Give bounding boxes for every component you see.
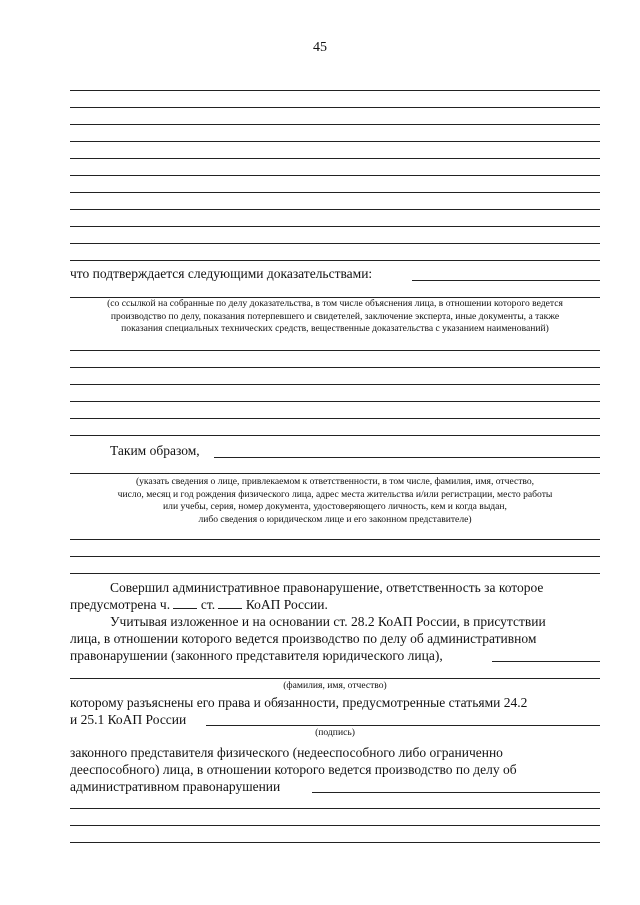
blank-line: [70, 243, 600, 244]
note-line: производство по делу, показания потерпевшего и свидетелей, заключение эксперта, иные документы, а также: [110, 310, 560, 322]
note-line: число, месяц и год рождения физического лица, адрес места жительства и/или регистрации, место работы: [117, 488, 553, 500]
blank-line: [70, 418, 600, 419]
blank-line: [70, 209, 600, 210]
legal-rep-line3: административном правонарушении: [70, 779, 281, 794]
representative-fill-line: [492, 661, 600, 662]
blank-line: [70, 90, 600, 91]
blank-line: [70, 192, 600, 193]
blank-line: [70, 226, 600, 227]
blank-line: [70, 556, 600, 557]
part-fill-line: [173, 596, 197, 609]
rights-line2: и 25.1 КоАП России: [70, 712, 187, 727]
blank-line: [70, 842, 600, 843]
blank-line: [70, 350, 600, 351]
para2-line3: правонарушении (законного представителя юридического лица),: [70, 648, 443, 663]
blank-line: [70, 808, 600, 809]
blank-line: [70, 678, 600, 679]
note-line: или учебы, серия, номер документа, удостоверяющего личность, кем и когда выдан,: [163, 501, 507, 512]
note-line: либо сведения о юридическом лице и его законном представителе): [198, 513, 472, 525]
blank-line: [70, 384, 600, 385]
legal-rep-line2: дееспособного) лица, в отношении которого ведется производство по делу об: [70, 762, 517, 777]
para1-line1: Совершил административное правонарушение, ответственность за которое: [110, 580, 544, 595]
evidence-note: [70, 298, 600, 336]
para1-line2: [70, 596, 328, 613]
page-number: 45: [313, 40, 327, 55]
blank-line: [70, 141, 600, 142]
para2-line2: лица, в отношении которого ведется производство по делу об административном: [70, 631, 537, 646]
blank-line: [70, 435, 600, 436]
blank-line: [70, 260, 600, 261]
legal-rep-fill-line: [312, 792, 600, 793]
para2-line1: Учитывая изложенное и на основании ст. 28.2 КоАП России, в присутствии: [110, 614, 546, 629]
legal-rep-line1: законного представителя физического (недееспособного либо ограниченно: [70, 745, 503, 760]
blank-line: [70, 158, 600, 159]
blank-line: [70, 573, 600, 574]
thus-label: Таким образом,: [110, 443, 200, 458]
koap-label: КоАП России.: [245, 597, 328, 612]
signature-fill-line: [206, 725, 600, 726]
note-line: (со ссылкой на собранные по делу доказательства, в том числе объяснения лица, в отношении которого ведется: [107, 298, 563, 309]
blank-line: [70, 539, 600, 540]
blank-line: [70, 124, 600, 125]
blank-line: [70, 825, 600, 826]
article-label: ст.: [200, 597, 216, 612]
blank-line: [70, 175, 600, 176]
thus-fill-line: [214, 457, 600, 458]
fio-note: (фамилия, имя, отчество): [283, 680, 387, 691]
note-line: показания специальных технических средств, вещественные доказательства с указанием наименований): [121, 323, 549, 334]
note-line: (указать сведения о лице, привлекаемом к ответственности, в том числе, фамилия, имя, отчество,: [135, 476, 535, 487]
signature-note: (подпись): [315, 727, 355, 738]
person-note: [70, 476, 600, 526]
blank-line: [70, 367, 600, 368]
article-fill-line: [218, 596, 242, 609]
blank-line: [70, 473, 600, 474]
evidence-label: что подтверждается следующими доказательствами:: [70, 266, 373, 281]
part-label: предусмотрена ч.: [70, 597, 171, 612]
evidence-fill-line: [412, 280, 600, 281]
rights-line1: которому разъяснены его права и обязанности, предусмотренные статьями 24.2: [70, 695, 528, 710]
blank-line: [70, 107, 600, 108]
blank-line: [70, 401, 600, 402]
